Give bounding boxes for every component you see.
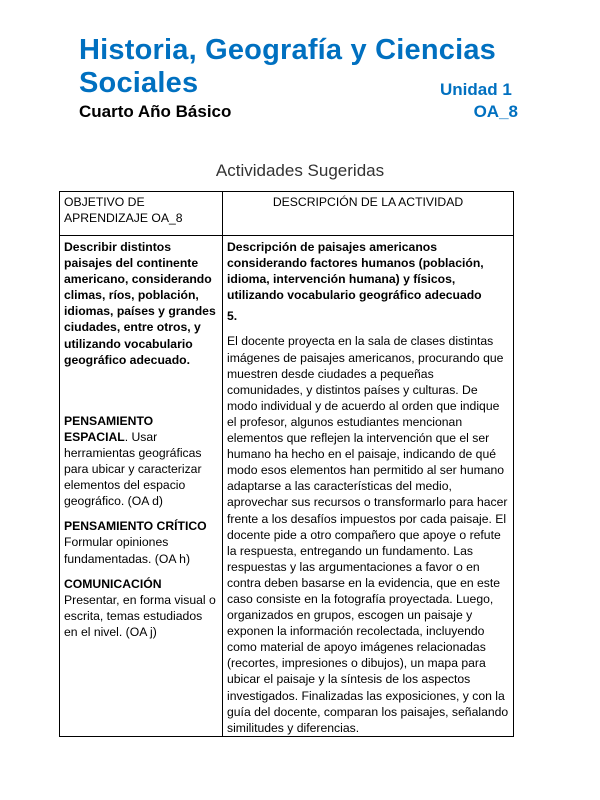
skill-communication-name: COMUNICACIÓN <box>64 576 162 591</box>
activity-cell <box>223 236 514 737</box>
objective-text: Describir distintos paisajes del continente americano, considerando climas, ríos, población, idiomas, países y grandes ciudades, entre otros, y utilizando vocabulario geográfico adecuado. <box>64 240 216 367</box>
table-body-row <box>60 236 514 737</box>
skill-critical-text: Formular opiniones fundamentadas. (OA h) <box>64 535 191 566</box>
activity-description: El docente proyecta en la sala de clases distintas imágenes de paisajes americanos, procurando que muestren desde ciudades a pequeñas comunidades, y distintos países y culturas. De modo individual y de acuerdo al orden que indique el profesor, algunos estudiantes mencionan elementos que reflejen la intervención que el ser humano ha hecho en el paisaje, indicando de qué modo esos elementos han permitido al ser humano adaptarse a las características del medio, aprovechar sus recursos o transformarlo para hacer frente a los desafíos impuestos por cada paisaje. El docente pide a otro compañero que apoye o refute la respuesta, entregando un fundamento. Las respuestas y las argumentaciones a favor o en contra deben basarse en la evidencia, que en este caso consiste en la fotografía proyectada. Luego, organizados en grupos, escogen un paisaje y exponen la información recolectada, incluyendo como material de apoyo imágenes relacionadas (recortes, impresiones o dibujos), un mapa para ubicar el paisaje y la síntesis de los aspectos investigados. Finalizadas las exposiciones, y con la guía del docente, comparan los paisajes, señalando similitudes y diferencias. <box>227 334 509 735</box>
unit-label: Unidad 1 <box>440 80 512 99</box>
skill-spatial-name: PENSAMIENTO ESPACIAL <box>64 413 154 444</box>
oa-label: OA_8 <box>473 102 518 121</box>
activity-title: Descripción de paisajes americanos considerando factores humanos (población, idioma, intervención humana) y físicos, utilizando vocabulario geográfico adecuado <box>227 240 484 303</box>
skill-spatial <box>64 413 218 510</box>
section-title: Actividades Sugeridas <box>215 161 385 180</box>
activity-number: 5. <box>227 309 238 324</box>
objective-cell <box>60 236 223 737</box>
table-header-row <box>60 192 514 236</box>
objective-column-header: OBJETIVO DE APRENDIZAJE OA_8 <box>60 192 223 236</box>
page-title: Historia, Geografía y Ciencias Sociales <box>79 34 496 99</box>
activity-column-header: DESCRIPCIÓN DE LA ACTIVIDAD <box>223 192 514 236</box>
skill-spatial-text: . Usar herramientas geográficas para ubicar y caracterizar elementos del espacio geográfico. (OA d) <box>64 429 202 509</box>
skill-critical-name: PENSAMIENTO CRÍTICO <box>64 519 207 534</box>
activities-table <box>59 191 514 737</box>
skill-communication-text: Presentar, en forma visual o escrita, temas estudiados en el nivel. (OA j) <box>64 592 216 639</box>
grade-label: Cuarto Año Básico <box>79 102 232 121</box>
